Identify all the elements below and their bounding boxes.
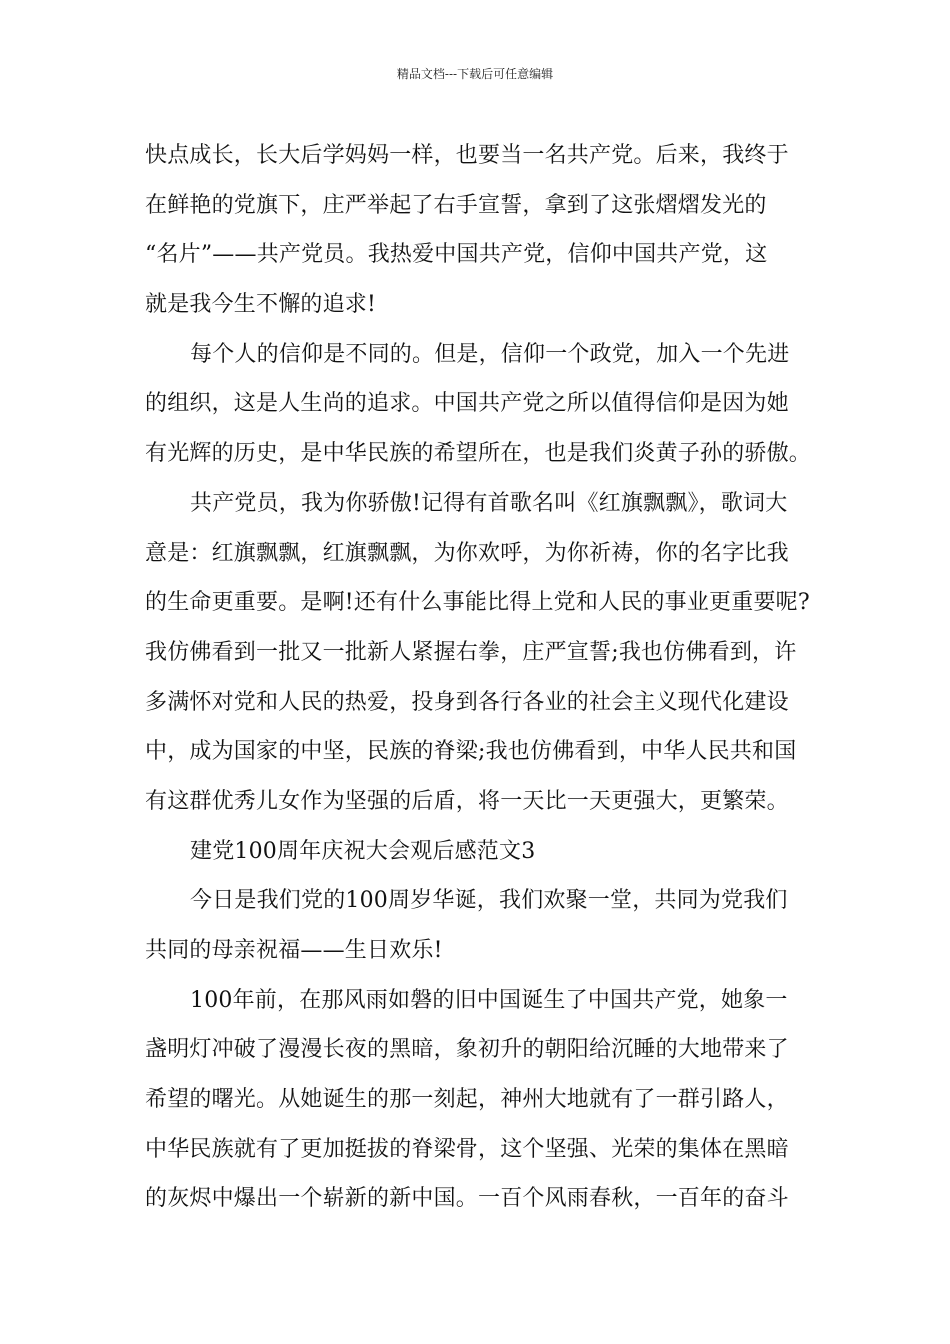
text-line: 共同的母亲祝福——生日欢乐!	[145, 938, 443, 963]
text-line: 的组织，这是人生尚的追求。中国共产党之所以值得信仰是因为她	[145, 391, 789, 417]
text-line: 有光辉的历史，是中华民族的希望所在，也是我们炎黄子孙的骄傲。	[145, 441, 812, 467]
text-line: 盏明灯冲破了漫漫长夜的黑暗，象初升的朝阳给沉睡的大地带来了	[145, 1037, 789, 1063]
paragraph-start-line: 共产党员，我为你骄傲!记得有首歌名叫《红旗飘飘》，歌词大	[190, 490, 788, 516]
text-line: 有这群优秀儿女作为坚强的后盾，将一天比一天更强大，更繁荣。	[145, 788, 789, 814]
text-line: 中华民族就有了更加挺拔的脊梁骨，这个坚强、光荣的集体在黑暗	[145, 1136, 789, 1162]
text-line: 的灰烬中爆出一个崭新的新中国。一百个风雨春秋，一百年的奋斗	[145, 1186, 789, 1212]
text-line: 我仿佛看到一批又一批新人紧握右拳，庄严宣誓;我也仿佛看到，许	[145, 639, 797, 665]
text-line: 快点成长，长大后学妈妈一样，也要当一名共产党。后来，我终于	[145, 143, 789, 168]
text-line: “名片”——共产党员。我热爱中国共产党，信仰中国共产党，这	[145, 242, 768, 268]
page-header: 精品文档---下载后可任意编辑	[396, 67, 554, 81]
text-line: 意是：红旗飘飘，红旗飘飘，为你欢呼，为你祈祷，你的名字比我	[145, 540, 789, 566]
text-line: 在鲜艳的党旗下，庄严举起了右手宣誓，拿到了这张熠熠发光的	[145, 192, 767, 218]
paragraph-start-line: 每个人的信仰是不同的。但是，信仰一个政党，加入一个先进	[190, 341, 790, 367]
text-line: 的生命更重要。是啊!还有什么事能比得上党和人民的事业更重要呢?	[145, 590, 810, 616]
text-line: 希望的曙光。从她诞生的那一刻起，神州大地就有了一群引路人，	[145, 1087, 789, 1113]
paragraph-start-line: 100年前，在那风雨如磐的旧中国诞生了中国共产党，她象一	[190, 987, 788, 1013]
section-heading: 建党100周年庆祝大会观后感范文3	[190, 838, 536, 864]
paragraph-start-line: 今日是我们党的100周岁华诞，我们欢聚一堂，共同为党我们	[190, 888, 788, 914]
text-line: 中，成为国家的中坚，民族的脊梁;我也仿佛看到，中华人民共和国	[145, 739, 797, 765]
document-body	[145, 131, 835, 1224]
text-line: 多满怀对党和人民的热爱，投身到各行各业的社会主义现代化建设	[145, 689, 789, 715]
text-line: 就是我今生不懈的追求!	[145, 292, 377, 318]
